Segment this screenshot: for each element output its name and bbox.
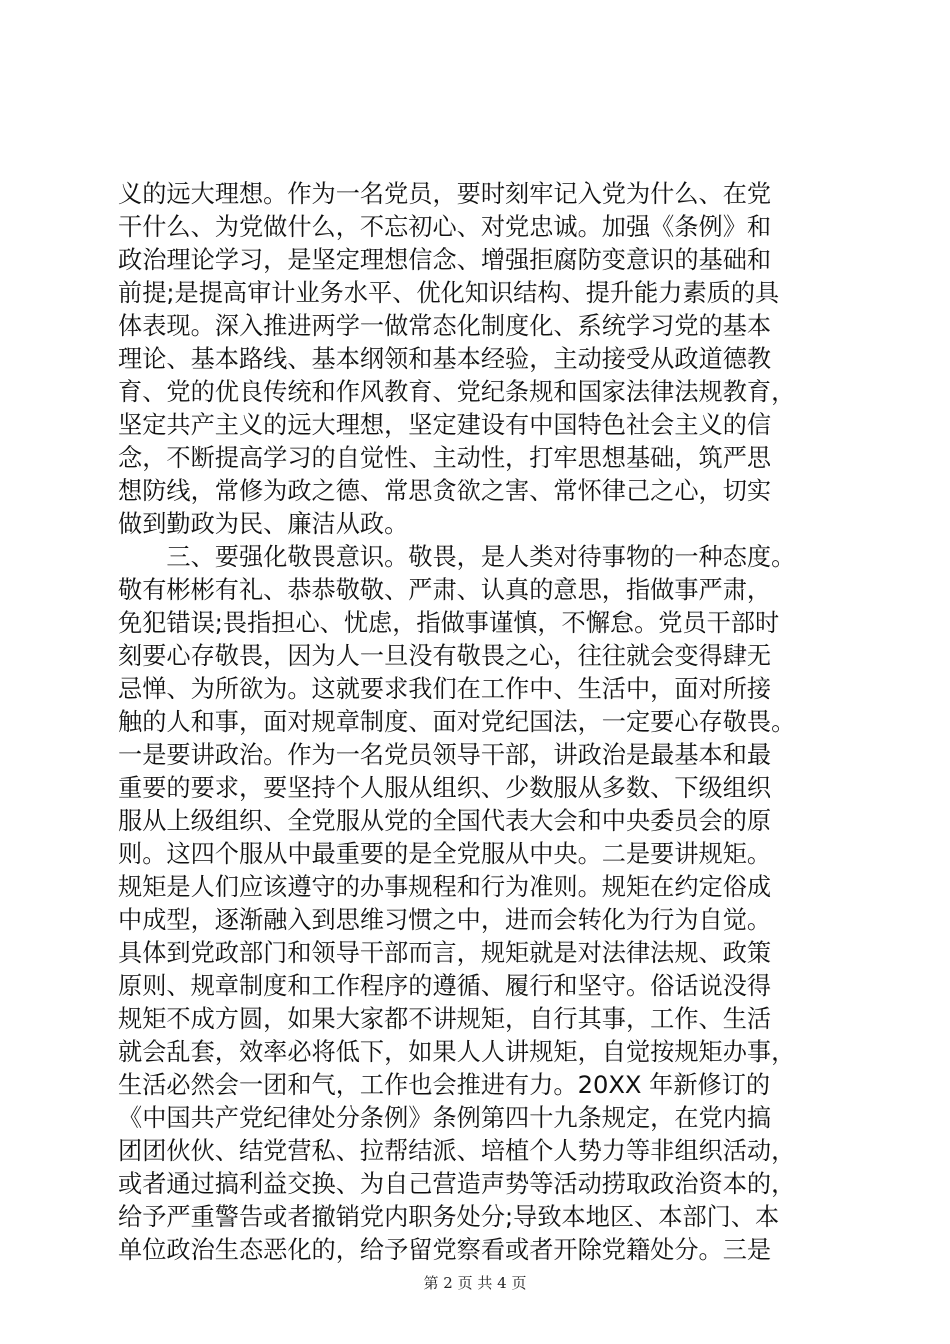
text-line: 前提;是提高审计业务水平、优化知识结构、提升能力素质的具 (118, 279, 780, 307)
text-line: 坚定共产主义的远大理想，坚定建设有中国特色社会主义的信 (118, 411, 772, 439)
text-line: 想防线，常修为政之德、常思贪欲之害、常怀律己之心，切实 (118, 477, 772, 505)
text-line: 团团伙伙、结党营私、拉帮结派、培植个人势力等非组织活动， (118, 1137, 796, 1165)
text-line: 三、要强化敬畏意识。敬畏，是人类对待事物的一种态度。 (118, 543, 796, 571)
text-line: 刻要心存敬畏，因为人一旦没有敬畏之心，往往就会变得肆无 (118, 642, 772, 670)
text-line: 具体到党政部门和领导干部而言，规矩就是对法律法规、政策 (118, 939, 772, 967)
text-line: 则。这四个服从中最重要的是全党服从中央。二是要讲规矩。 (118, 840, 772, 868)
text-line: 敬有彬彬有礼、恭恭敬敬、严肃、认真的意思，指做事严肃， (118, 576, 772, 604)
text-line: 规矩不成方圆，如果大家都不讲规矩，自行其事，工作、生活 (118, 1005, 772, 1033)
document-body (118, 178, 834, 1267)
text-line: 《中国共产党纪律处分条例》条例第四十九条规定，在党内搞 (118, 1104, 772, 1132)
text-line: 育、党的优良传统和作风教育、党纪条规和国家法律法规教育， (118, 378, 796, 406)
text-line: 义的远大理想。作为一名党员，要时刻牢记入党为什么、在党 (118, 180, 772, 208)
text-line: 触的人和事，面对规章制度、面对党纪国法，一定要心存敬畏。 (118, 708, 796, 736)
text-line: 一是要讲政治。作为一名党员领导干部，讲政治是最基本和最 (118, 741, 772, 769)
text-line: 忌惮、为所欲为。这就要求我们在工作中、生活中，面对所接 (118, 675, 772, 703)
text-line: 给予严重警告或者撤销党内职务处分;导致本地区、本部门、本 (118, 1203, 780, 1231)
text-line: 服从上级组织、全党服从党的全国代表大会和中央委员会的原 (118, 807, 772, 835)
text-line: 中成型，逐渐融入到思维习惯之中，进而会转化为行为自觉。 (118, 906, 772, 934)
text-line: 重要的要求，要坚持个人服从组织、少数服从多数、下级组织 (118, 774, 772, 802)
text-line: 理论、基本路线、基本纲领和基本经验，主动接受从政道德教 (118, 345, 772, 373)
text-line: 规矩是人们应该遵守的办事规程和行为准则。规矩在约定俗成 (118, 873, 772, 901)
text-line: 政治理论学习，是坚定理想信念、增强拒腐防变意识的基础和 (118, 246, 772, 274)
page-footer: 第 2 页 共 4 页 (423, 1274, 527, 1292)
text-line: 单位政治生态恶化的，给予留党察看或者开除党籍处分。三是 (118, 1236, 772, 1264)
text-line: 免犯错误;畏指担心、忧虑，指做事谨慎，不懈怠。党员干部时 (118, 609, 780, 637)
text-line: 生活必然会一团和气，工作也会推进有力。20XX 年新修订的 (118, 1071, 771, 1099)
text-line: 体表现。深入推进两学一做常态化制度化、系统学习党的基本 (118, 312, 772, 340)
text-line: 干什么、为党做什么，不忘初心、对党忠诚。加强《条例》和 (118, 213, 772, 241)
text-line: 原则、规章制度和工作程序的遵循、履行和坚守。俗话说没得 (118, 972, 772, 1000)
text-line: 做到勤政为民、廉洁从政。 (118, 510, 409, 538)
text-line: 念，不断提高学习的自觉性、主动性，打牢思想基础，筑严思 (118, 444, 772, 472)
text-line: 就会乱套，效率必将低下，如果人人讲规矩，自觉按规矩办事， (118, 1038, 796, 1066)
text-line: 或者通过搞利益交换、为自己营造声势等活动捞取政治资本的， (118, 1170, 796, 1198)
